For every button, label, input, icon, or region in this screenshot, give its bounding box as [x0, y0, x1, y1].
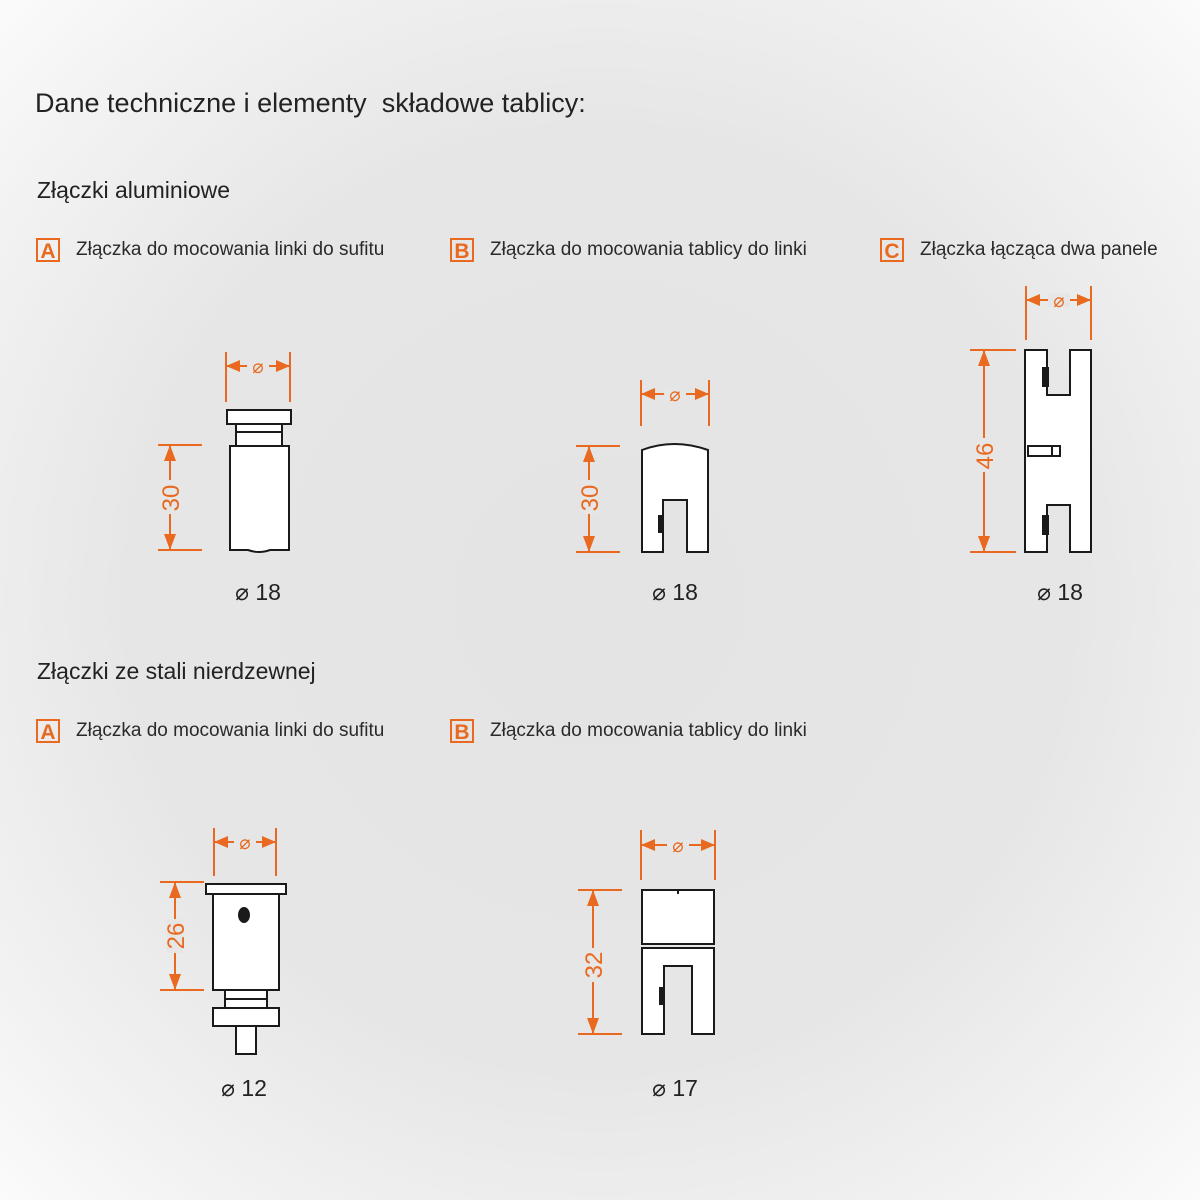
diameter-caption: ⌀ 17: [652, 1075, 698, 1101]
diameter-symbol: ⌀: [669, 385, 681, 406]
set-screw: [1043, 516, 1048, 534]
item-label: Złączka do mocowania tablicy do linki: [490, 239, 807, 260]
section-title-stainless: Złączki ze stali nierdzewnej: [37, 658, 316, 684]
fitting-cap: [227, 410, 291, 424]
fitting-body: [642, 948, 714, 1034]
fitting-body: [642, 444, 708, 552]
diameter-caption: ⌀ 18: [235, 579, 281, 605]
height-label: 30: [158, 484, 185, 512]
set-screw: [659, 516, 663, 532]
item-label: Złączka do mocowania tablicy do linki: [490, 720, 807, 741]
height-label: 26: [163, 922, 190, 950]
diameter-caption: ⌀ 12: [221, 1075, 267, 1101]
set-screw: [239, 908, 249, 922]
item-header-alu-c: [880, 235, 1158, 265]
diagram-steel-b: [570, 820, 730, 1050]
pin: [1028, 446, 1060, 456]
item-header-alu-b: [450, 235, 807, 265]
page-title: Dane techniczne i elementy składowe tablicy:: [35, 88, 586, 118]
letter-badge: C: [880, 238, 904, 262]
item-header-steel-a: [36, 716, 384, 746]
diagram-alu-a: [150, 340, 310, 570]
letter-badge: A: [36, 238, 60, 262]
letter-badge: B: [450, 238, 474, 262]
fitting-nut: [213, 1008, 279, 1026]
set-screw: [660, 988, 664, 1004]
height-label: 30: [577, 484, 604, 512]
fitting-cap: [206, 884, 286, 894]
height-label: 46: [972, 442, 999, 470]
item-label: Złączka do mocowania linki do sufitu: [76, 239, 385, 260]
diameter-symbol: ⌀: [239, 833, 251, 854]
item-label: Złączka do mocowania linki do sufitu: [76, 720, 385, 741]
fitting-head: [642, 890, 714, 944]
diameter-symbol: ⌀: [252, 357, 264, 378]
diameter-symbol: ⌀: [1053, 291, 1065, 312]
fitting-body: [230, 446, 289, 552]
set-screw: [1043, 368, 1048, 386]
diagram-alu-b: [570, 370, 730, 570]
item-label: Złączka łącząca dwa panele: [920, 239, 1158, 260]
item-header-alu-a: [36, 235, 384, 265]
item-header-steel-b: [450, 716, 807, 746]
diameter-caption: ⌀ 18: [1037, 579, 1083, 605]
diameter-caption: ⌀ 18: [652, 579, 698, 605]
letter-badge: B: [450, 719, 474, 743]
diameter-symbol: ⌀: [672, 836, 684, 857]
height-label: 32: [581, 951, 608, 979]
fitting-collar: [236, 424, 282, 432]
diagram-steel-a: [150, 820, 310, 1060]
fitting-rod: [236, 1026, 256, 1054]
fitting-neck: [236, 432, 282, 446]
section-title-aluminium: Złączki aluminiowe: [37, 177, 231, 203]
diagram-alu-c: [960, 280, 1120, 570]
letter-badge: A: [36, 719, 60, 743]
